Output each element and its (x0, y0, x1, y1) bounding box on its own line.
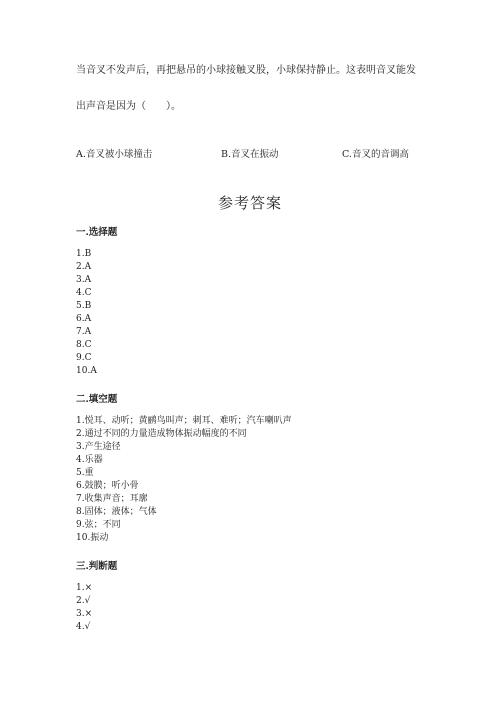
answer-item: 6.鼓膜；听小骨 (76, 481, 139, 491)
question-text-line1: 当音叉不发声后，再把悬吊的小球接触叉股，小球保持静止。这表明音叉能发 (76, 65, 416, 76)
answer-item: 9.C (76, 353, 92, 363)
option-c: C.音叉的音调高 (342, 149, 409, 160)
answer-item: 5.重 (76, 468, 94, 478)
answer-item: 3.产生途径 (76, 442, 121, 452)
question-text-line2: 出声音是因为（ ）。 (76, 101, 181, 112)
answer-item: 10.振动 (76, 533, 109, 543)
answer-item: 7.收集声音；耳廓 (76, 494, 148, 504)
section-heading-choice: 一.选择题 (76, 227, 118, 238)
answer-item: 4.C (76, 288, 92, 298)
answer-item: 7.A (76, 327, 92, 337)
answer-item: 1.× (76, 583, 93, 593)
answer-item: 1.B (76, 249, 92, 259)
answer-key-title: 参考答案 (217, 194, 282, 212)
section-heading-judge: 三.判断题 (76, 561, 118, 572)
answer-item: 9.弦；不同 (76, 520, 121, 530)
answer-item: 3.A (76, 275, 92, 285)
fill-answer-list (76, 415, 292, 545)
answer-item: 2.A (76, 262, 92, 272)
option-b: B.音叉在振动 (221, 149, 279, 160)
option-a: A.音叉被小球撞击 (76, 149, 153, 160)
answer-item: 3.× (76, 609, 93, 619)
answer-item: 10.A (76, 366, 97, 376)
answer-item: 2.通过不同的力量造成物体振动幅度的不同 (76, 429, 247, 439)
choice-answer-list (76, 248, 97, 378)
answer-item: 2.√ (76, 596, 91, 606)
answer-item: 6.A (76, 314, 92, 324)
answer-item: 8.固体；液体；气体 (76, 507, 157, 517)
answer-item: 5.B (76, 301, 92, 311)
answer-item: 8.C (76, 340, 92, 350)
answer-item: 4.乐器 (76, 455, 103, 465)
answer-item: 4.√ (76, 622, 91, 632)
answer-item: 1.悦耳、动听；黄鹂鸟叫声；刺耳、难听；汽车喇叭声 (76, 416, 292, 426)
judge-answer-list (76, 582, 92, 634)
section-heading-fill: 二.填空题 (76, 394, 118, 405)
